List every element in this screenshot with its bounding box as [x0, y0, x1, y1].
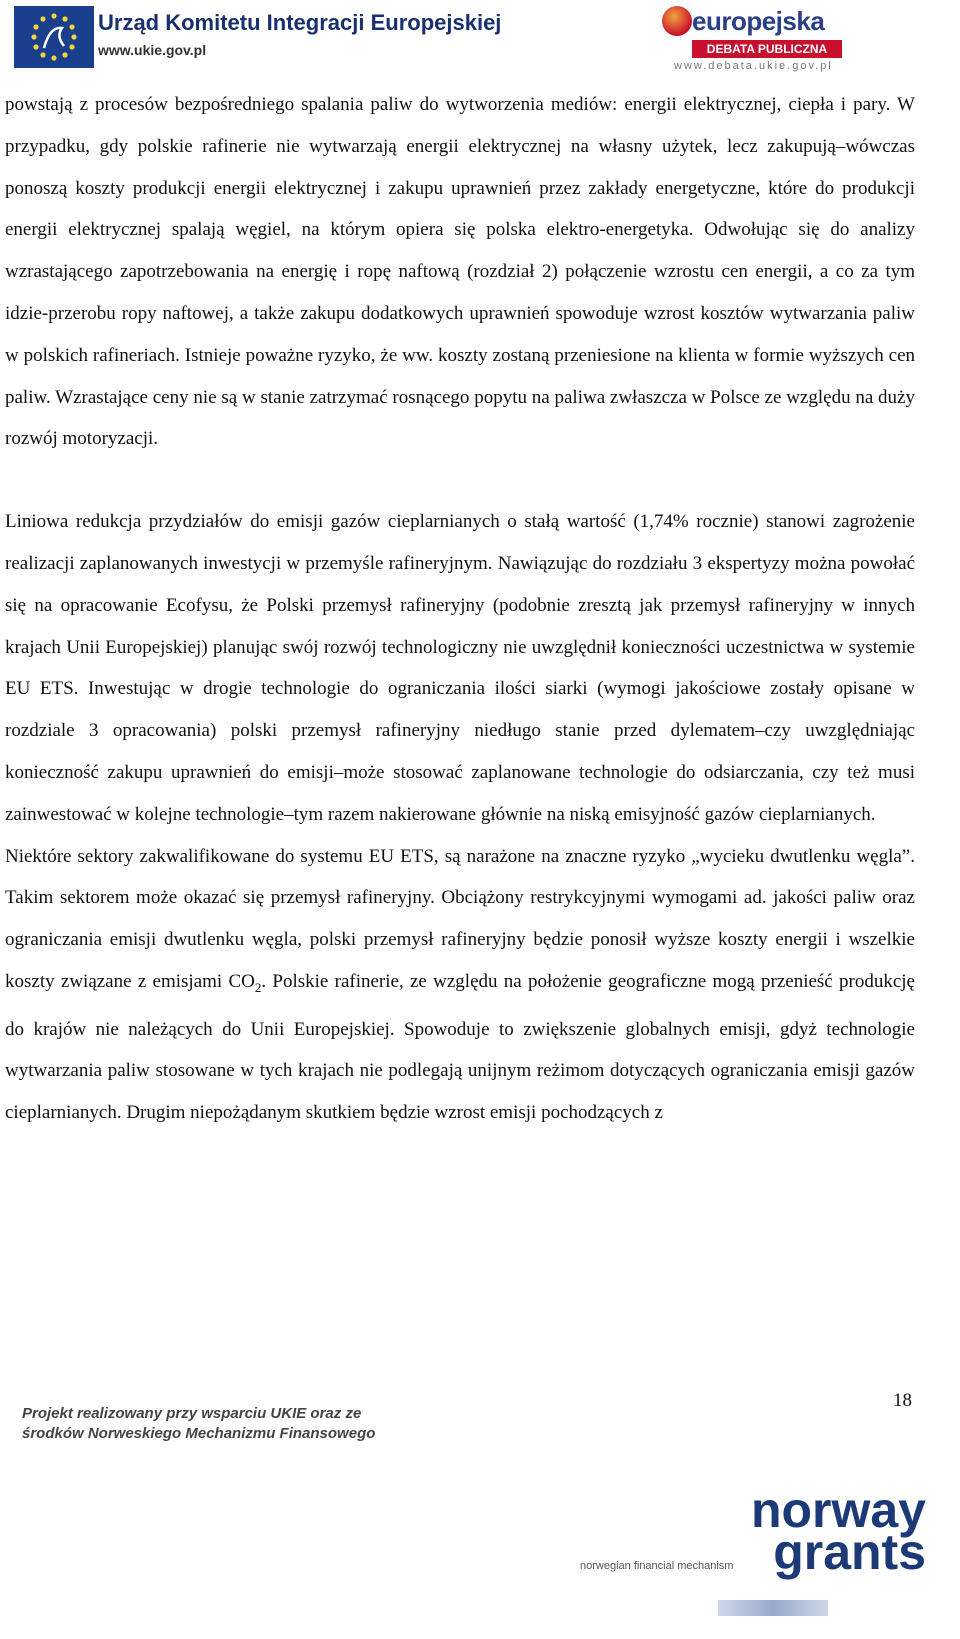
paragraph-3-part-b: . Polskie rafinerie, ze względu na położenie geograficzne mogą przenieść produkcję do krajów nie należących do Unii Europejskiej. Spowoduje to zwiększenie globalnych emisji, gdyż technologie wytwarzania paliw stosowane w tych krajach nie podlegają unijnym reżimom dotyczących ograniczania emisji gazów cieplarnianych. Drugim niepożądanym skutkiem będzie wzrost emisji pochodzących z	[5, 970, 915, 1124]
grants-word: grants	[773, 1524, 926, 1580]
ukie-title: Urząd Komitetu Integracji Europejskiej	[98, 10, 502, 35]
globe-icon	[662, 6, 692, 36]
ukie-url[interactable]: www.ukie.gov.pl	[98, 42, 207, 58]
paragraph-3-part-a: Niektóre sektory zakwalifikowane do systemu EU ETS, są narażone na znaczne ryzyko „wycieku dwutlenku węgla”. Takim sektorem może okazać się przemysł rafineryjny. Obciążony restrykcyjnymi wymogami ad. jakości paliw oraz ograniczania emisji dwutlenku węgla, polski przemysł rafineryjny będzie ponosił wyższe koszty energii i wszelkie koszty związane z emisjami CO	[5, 845, 915, 992]
debata-banner: DEBATA PUBLICZNA	[692, 40, 842, 58]
norway-word: norway	[750, 1482, 926, 1538]
ukie-logo[interactable]	[6, 4, 502, 70]
debata-title: europejska	[692, 6, 825, 36]
debata-url[interactable]: www.debata.ukie.gov.pl	[674, 60, 833, 72]
paragraph-2: Liniowa redukcja przydziałów do emisji gazów cieplarnianych o stałą wartość (1,74% rocznie) stanowi zagrożenie realizacji zaplanowanych inwestycji w przemyśle rafineryjnym. Nawiązując do rozdziału 3 ekspertyzy można powołać się na opracowanie Ecofysu, że Polski przemysł rafineryjny (podobnie zresztą jak przemysł rafineryjny w innych krajach Unii Europejskiej) planując swój rozwój technologiczny nie uwzględnił konieczności uczestnictwa w systemie EU ETS. Inwestując w drogie technologie do ograniczania ilości siarki (wymogi jakościowe zostały opisane w rozdziale 3 opracowania) polski przemysł rafineryjny niedługo stanie przed dylematem–czy uwzględniając konieczność zakupu uprawnień do emisji–może stosować zaplanowane technologie do odsiarczania, czy też musi zainwestować w kolejne technologie–tym razem nakierowane głównie na niską emisyjność gazów cieplarnianych.	[5, 511, 915, 825]
norway-tagline: norwegian financial mechanism	[580, 1560, 734, 1572]
page-header	[0, 0, 960, 80]
co2-subscript: 2	[254, 979, 262, 995]
paragraph-1: powstają z procesów bezpośredniego spalania paliw do wytworzenia mediów: energii elektrycznej, ciepła i pary. W przypadku, gdy polskie rafinerie nie wytwarzają energii elektrycznej na własny użytek, lecz zakupują–wówczas ponoszą koszty produkcji energii elektrycznej i zakupu uprawnień przez zakłady energetyczne, które do produkcji energii elektrycznej spalają węgiel, na którym opiera się polska elektro-energetyka. Odwołując się do analizy wzrastającego zapotrzebowania na energię i ropę naftową (rozdział 2) połączenie wzrostu cen energii, a co za tym idzie-przerobu ropy naftowej, a także zakupu dodatkowych uprawnień spowoduje wzrost kosztów wytwarzania paliw w polskich rafineriach. Istnieje poważne ryzyko, że ww. koszty zostaną przeniesione na klienta w formie wyższych cen paliw. Wzrastające ceny nie są w stanie zatrzymać rosnącego popytu na paliwa zwłaszcza w Polsce ze względu na duży rozwój motoryzacji.	[5, 94, 915, 450]
norway-grants-logo	[568, 1480, 948, 1630]
document-body	[5, 84, 915, 1134]
norway-decoration-icon	[718, 1600, 828, 1616]
page-number: 18	[893, 1390, 912, 1411]
debata-logo[interactable]	[662, 4, 952, 72]
project-note: Projekt realizowany przy wsparciu UKIE oraz ze środków Norweskiego Mechanizmu Finansowego	[22, 1405, 376, 1442]
eu-flag-icon	[14, 6, 94, 68]
paragraph-3	[5, 836, 915, 1134]
